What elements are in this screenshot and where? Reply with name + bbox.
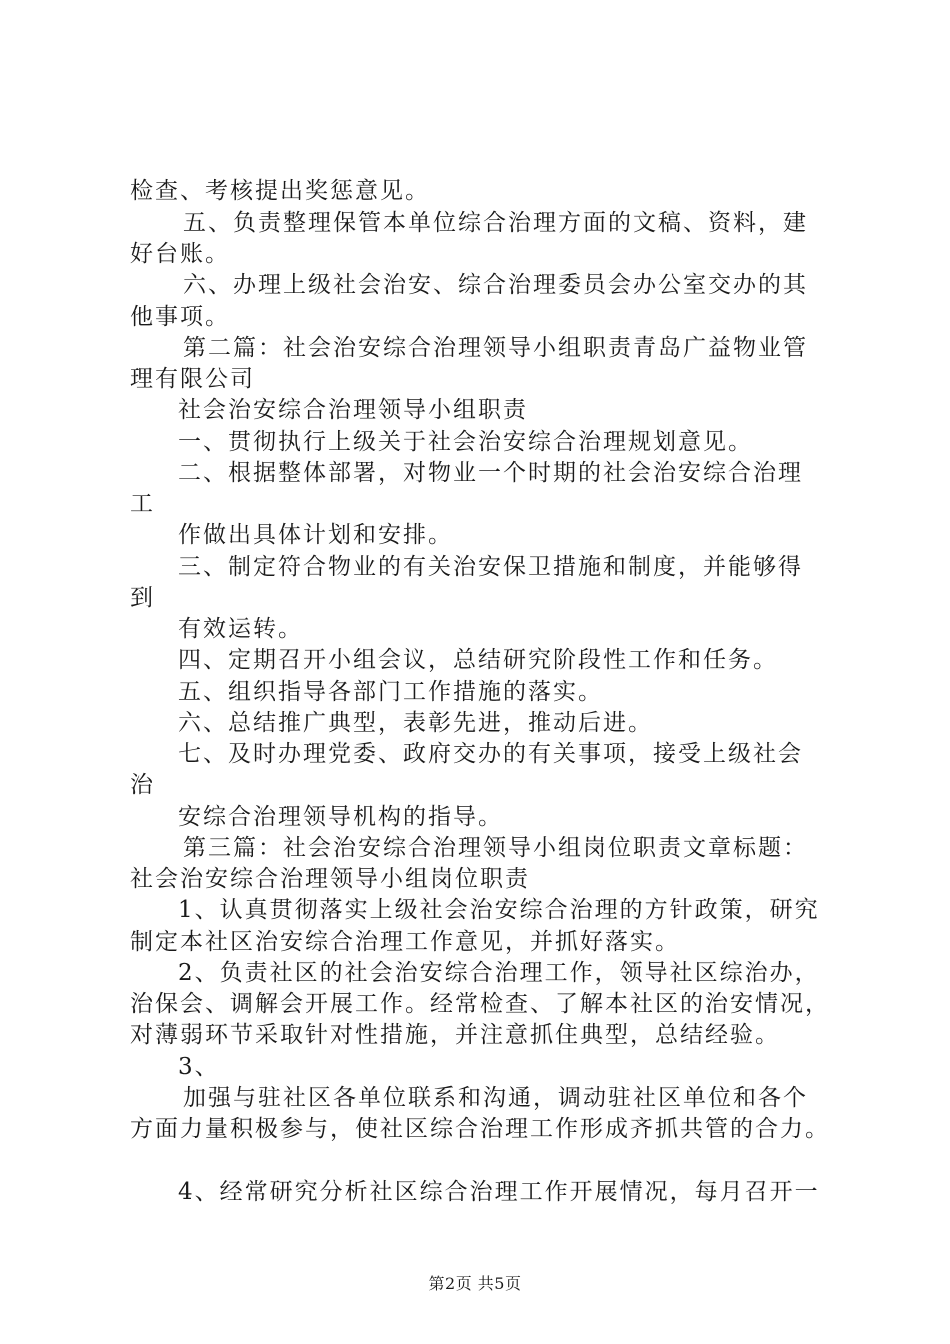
text-line: 二、根据整体部署，对物业一个时期的社会治安综合治理 [178, 460, 803, 486]
section-heading: 社会治安综合治理领导小组岗位职责 [130, 866, 530, 892]
text-line: 有效运转。 [178, 616, 303, 642]
text-line: 治保会、调解会开展工作。经常检查、了解本社区的治安情况， [130, 991, 830, 1017]
text-line: 他事项。 [130, 304, 230, 330]
text-line: 对薄弱环节采取针对性措施，并注意抓住典型，总结经验。 [130, 1022, 780, 1048]
text-line: 制定本社区治安综合治理工作意见，并抓好落实。 [130, 929, 680, 955]
text-line: 到 [130, 585, 155, 611]
text-line: 七、及时办理党委、政府交办的有关事项，接受上级社会 [178, 741, 803, 767]
text-line: 工 [130, 491, 155, 517]
text-line: 作做出具体计划和安排。 [178, 522, 453, 548]
text-line: 五、负责整理保管本单位综合治理方面的文稿、资料，建 [183, 210, 808, 236]
section-heading: 第三篇：社会治安综合治理领导小组岗位职责文章标题： [183, 835, 808, 861]
text-line: 2、负责社区的社会治安综合治理工作，领导社区综治办， [178, 960, 820, 986]
text-line: 治 [130, 772, 155, 798]
text-line: 四、定期召开小组会议，总结研究阶段性工作和任务。 [178, 647, 778, 673]
section-heading: 理有限公司 [130, 366, 255, 392]
text-line: 方面力量积极参与，使社区综合治理工作形成齐抓共管的合力。 [130, 1116, 830, 1142]
page-number-footer: 第2页 共5页 [428, 1274, 522, 1293]
text-line: 好台账。 [130, 241, 230, 267]
text-line: 六、总结推广典型，表彰先进，推动后进。 [178, 710, 653, 736]
text-line: 社会治安综合治理领导小组职责 [178, 397, 528, 423]
text-line: 加强与驻社区各单位联系和沟通，调动驻社区单位和各个 [183, 1085, 808, 1111]
text-line: 安综合治理领导机构的指导。 [178, 804, 503, 830]
section-heading: 第二篇：社会治安综合治理领导小组职责青岛广益物业管 [183, 335, 808, 361]
text-line: 三、制定符合物业的有关治安保卫措施和制度，并能够得 [178, 554, 803, 580]
text-line: 检查、考核提出奖惩意见。 [130, 178, 430, 204]
text-line: 1、认真贯彻落实上级社会治安综合治理的方针政策，研究 [178, 897, 820, 923]
text-line: 六、办理上级社会治安、综合治理委员会办公室交办的其 [183, 272, 808, 298]
text-line: 3、 [178, 1054, 220, 1080]
text-line: 一、贯彻执行上级关于社会治安综合治理规划意见。 [178, 429, 753, 455]
text-line: 4、经常研究分析社区综合治理工作开展情况，每月召开一 [178, 1179, 820, 1205]
text-line: 五、组织指导各部门工作措施的落实。 [178, 679, 603, 705]
